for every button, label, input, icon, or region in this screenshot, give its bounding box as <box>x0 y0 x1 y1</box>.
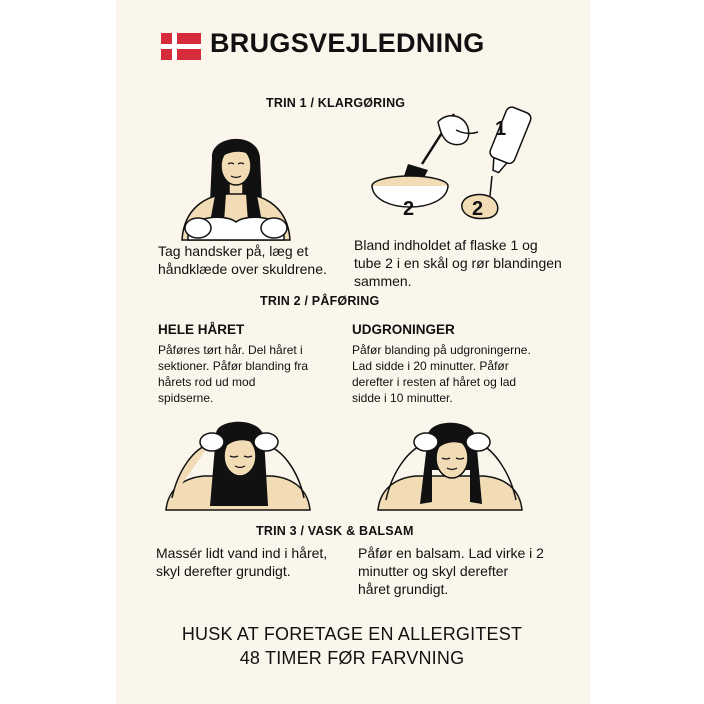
woman-regrowth-illustration <box>376 414 526 510</box>
bottle-label: 1 <box>495 118 507 140</box>
woman-towel-illustration <box>176 130 296 240</box>
woman-applying-illustration <box>164 414 314 510</box>
regrowth-title: UDGRONINGER <box>352 322 455 337</box>
page-title: BRUGSVEJLEDNING <box>210 28 485 58</box>
whole-hair-title: HELE HÅRET <box>158 322 245 337</box>
bowl-label: 2 <box>403 198 415 220</box>
step3-left-text: Massér lidt vand ind i håret, skyl derefter grundigt. <box>156 545 328 579</box>
danish-flag-icon <box>161 33 201 60</box>
step1-right-text: Bland indholdet af flaske 1 og tube 2 i en skål og rør blandingen sammen. <box>354 237 562 289</box>
regrowth-text: Påfør blanding på udgroningerne. Lad sidde i 20 minutter. Påfør derefter i resten af håret og lad sidde i 10 minutter. <box>352 343 531 405</box>
allergy-test-notice: HUSK AT FORETAGE EN ALLERGITEST 48 TIMER FØR FARVNING <box>181 624 523 668</box>
step1-heading: TRIN 1 / KLARGØRING <box>266 96 406 110</box>
step2-heading: TRIN 2 / PÅFØRING <box>260 294 380 308</box>
step1-left-text: Tag handsker på, læg et håndklæde over skuldrene. <box>158 243 327 277</box>
step3-right-text: Påfør en balsam. Lad virke i 2 minutter og skyl derefter håret grundigt. <box>358 545 544 597</box>
whole-hair-text: Påføres tørt hår. Del håret i sektioner. Påfør blanding fra hårets rod ud mod spidserne. <box>158 343 309 405</box>
puddle-label: 2 <box>472 198 484 220</box>
step3-heading: TRIN 3 / VASK & BALSAM <box>256 524 414 538</box>
